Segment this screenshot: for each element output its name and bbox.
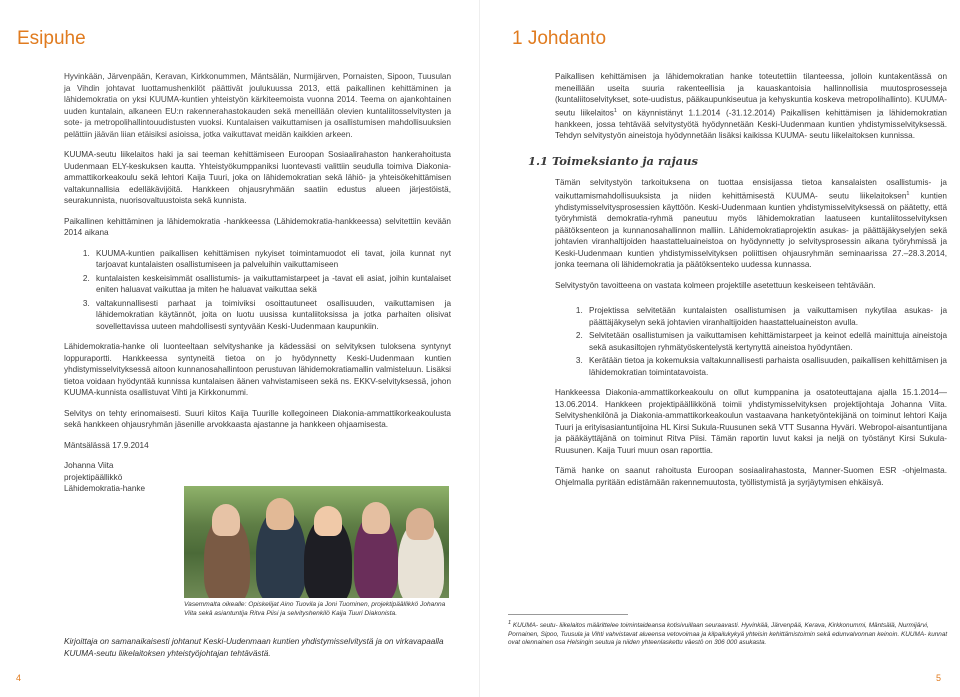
text: Paikallisen kehittämisen ja lähidemokratian hanke toteutettiin tilanteessa, jolloin kuntakentässä on meneillään useita suuria rakenteellisia ja kauaskantoisia hallinnollisia muutosprosesseja (kuntaliitoselvitykset, sote-uudistus, pääkaupunkiseutua ja kehyskuntia koskeva metropolihallinto). KUUMA-seutu liikelaitos	[555, 72, 947, 118]
paragraph: Hyvinkään, Järvenpään, Keravan, Kirkkonummen, Mäntsälän, Nurmijärven, Pornaisten, Sipoon, Tuusulan ja Vihdin johtavat luottamushenkilöt päättivät joulukuussa 2013, että paikallinen kehittäminen ja lähidemokratia on yksi KUUMA-kuntien yhteistyön kärkiteemoista vuonna 2014. Teema on ajankohtainen uuden kuntalain, alkaneen EU:n rakennerahastokauden sekä meneillään olevien kuntaliitosselvitysten ja sote- ja metropolihallintouudistusten vuoksi. Kuntalaisen vaikuttamisen ja osallistumisen mahdollisuuksien pelättiin jäävän liian etäisiksi asioissa, jotka vaikuttavat meidän kaikkien arkeen.	[64, 72, 451, 139]
paragraph	[555, 177, 947, 271]
paragraph	[555, 71, 947, 142]
paragraph: Selvitys on tehty erinomaisesti. Suuri kiitos Kaija Tuurille kollegoineen Diakonia-ammattikorkeakoulusta sekä hankkeen ohjausryhmän jäsenille arvokkaasta ajastanne ja hankkeen ohjaamisesta.	[64, 408, 451, 429]
group-photo	[184, 486, 449, 598]
text: Tämän selvitystyön tarkoituksena on tuottaa ensisijassa tietoa kansalaisten osallistumis- ja vaikuttamismahdollisuuksista ja niiden kehittämisestä KUUMA- seutu liikelaitoksen	[555, 178, 947, 201]
signature-name: Johanna Viita	[64, 461, 114, 470]
list-item: 1. Projektissa selvitetään kuntalaisten osallistumisen ja vaikuttamisen nykytilaa asukas- ja päättäjäkyselyn sekä johtavien viranhaltijoiden haastatteluaineiston avulla.	[585, 305, 947, 328]
footnote-mark: 1	[508, 620, 512, 626]
list-item: 1. KUUMA-kuntien paikallisen kehittämisen nykyiset toimintamuodot eli tavat, joila kunnat nyt tarjoavat kuntalaisten osallistumiseen ja palveluihin vaikuttamiseen	[92, 248, 451, 271]
right-column	[528, 71, 947, 497]
photo-caption: Vasemmalta oikealle: Opiskelijat Aino Tuovila ja Joni Tuominen, projektipäällikkö Johanna Viita sekä asiantuntija Ritva Piisi ja selvityshenkilö Kaija Tuuri Diakonista.	[184, 601, 446, 617]
paragraph: Tämä hanke on saanut rahoitusta Euroopan sosiaalirahastosta, Manner-Suomen ESR -ohjelmasta. Ohjelmalla pyritään edistämään rakennemuutosta, työllistymistä ja syrjäytymisen ehkäisyä.	[555, 466, 947, 487]
list-item: 3. valtakunnallisesti parhaat ja toimiviksi osoittautuneet osallisuuden, vaikuttamisen ja lähidemokratian käytännöt, joita on luotu uusissa kuntaliitoksissa ja jotka parhaiten olisivat sovellettavissa uuteen mahdollisesti syntyvään Keski-Uudenmaan kaupunkiin.	[92, 298, 451, 333]
paragraph: KUUMA-seutu liikelaitos haki ja sai teeman kehittämiseen Euroopan Sosiaalirahaston hankerahoitusta Uudenmaan ELY-keskuksen kautta. Yhteistyökumppaniksi luontevasti valittiin seudulla toimiva Diakonia-ammattikorkeakoulu sekä lehtori Kaija Tuuri, joka on lähidemokratian sekä lähiö- ja yhteisökehittämisen valtakunnallisia edelläkävijöitä. Hankkeen ohjausryhmään saatiin edustus alueen järjestöistä, seurakunnista, nuorisovaltuustoista sekä kunnista.	[64, 150, 451, 205]
list-item: 3. Kerätään tietoa ja kokemuksia valtakunnallisesti parhaista osallisuuden, paikallisen kehittämisen ja lähidemokratian toimintatavoista.	[585, 355, 947, 378]
numbered-list	[555, 305, 947, 378]
list-item: 2. kuntalaisten keskeisimmät osallistumis- ja vaikuttamistarpeet ja -tavat eli asiat, joihin kuntalaiset eniten haluavat vaikuttaa ja miten he haluavat vaikuttaa sekä	[92, 273, 451, 296]
footnote-ref[interactable]: 1	[613, 107, 617, 114]
author-note: Kirjoittaja on samanaikaisesti johtanut Keski-Uudenmaan kuntien yhdistymisselvitystä ja on virkavapaalla KUUMA-seutu liikelaitoksen yhteistyöjohtajan tehtävästä.	[64, 637, 444, 658]
left-column	[64, 71, 451, 495]
page-title: 1 Johdanto	[512, 28, 607, 49]
footnote	[508, 619, 948, 648]
section-title: 1.1 Toimeksianto ja rajaus	[528, 153, 698, 168]
footnote-rule	[508, 614, 628, 615]
footnote-text: KUUMA- seutu- liikelaitos määrittelee toimintaideansa kotisivuillaan seuraavasti. Hyvinkää, Järvenpää, Kerava, Kirkkonummi, Mäntsälä, Nurmijärvi, Pornainen, Sipoo, Tuusula ja Vihti vahvistavat alueensa vetovoimaa ja kilpailukykyä yhteisin kehittämistoimin sekä edunvalvonnan keinoin. KUUMA- kunnat ovat olennainen osa Helsingin seutua ja niiden yhteenlaskettu väestö on 306 000 asukasta.	[508, 622, 948, 647]
paragraph: Selvitystyön tavoitteena on vastata kolmeen projektille asetettuun keskeiseen tehtävään.	[555, 280, 876, 290]
page-number: 4	[16, 673, 22, 683]
numbered-list	[64, 248, 451, 333]
page-title: Esipuhe	[17, 28, 86, 49]
text: on käynnistänyt 1.1.2014 (-31.12.2014) Paikallisen kehittämisen ja lähidemokratian hankkeen, jossa tehtävää selvitystyötä hyödynnetään Keski-Uudenmaan kuntien yhdistymisselvityksessä. Tehdyn selvitystyön aineistoja hyödynnetään lisäksi kaikissa KUUMA- seutu liikelaitoksen kunnissa.	[555, 108, 947, 141]
signature-role: projektipäällikkö	[64, 472, 123, 482]
signature-place-date: Mäntsälässä 17.9.2014	[64, 440, 149, 450]
signature-project: Lähidemokratia-hanke	[64, 484, 146, 493]
paragraph: Lähidemokratia-hanke oli luonteeltaan selvityshanke ja kädessäsi on selvityksen tuloksena syntynyt loppuraportti. Hankkeessa syntyneitä tietoa on jo hyödynnetty Keski-Uudenmaan kuntien yhdistymisselvityksessä aitoon kunnanosahallintoon perustuvan lähidemokratiamallin valmisteluun. Lisäksi tietoa voidaan hyödyntää kunnissa kuntalaisen äänen vahvistamiseen sekä ns. EKKV-selvityksessä, johon KUUMA-kunnista osallistuvat Vihti ja Kirkkonummi.	[64, 342, 451, 397]
text: kuntien yhdistymisselvitysprosessien käyttöön. Keski-Uudenmaan kuntien yhdistymisselvityksessä on päätetty, että työryhmistä demokratia-ryhmä paneutuu myös lähidemokratian laatuseen kuntaliitosselvityksen päätöksenteon ja kunnanosahallinnon malliin. Lähidemokratiaprojektin asukas- ja päättäjäkyselyjen sekä johtavien viranhaltijoiden haastatteluaineistoa on hyödynnetty jo selvitysprosessin aikana työryhmissä ja Keski-Uudenmaan kuntien yhdistymisselvityksen poliittisen ohjausryhmän seminaarissa 27.–28.3.2014, jonka teemana oli lähidemokratia ja päätöksenteko uudessa kunnassa.	[555, 191, 947, 270]
page-number: 5	[936, 673, 942, 683]
footnote-ref[interactable]: 1	[906, 190, 910, 197]
list-item: 2. Selvitetään osallistumisen ja vaikuttamisen kehittämistarpeet ja keinot edellä mainittuja aineistoja sekä asukasiltojen ryhmätyöskentelystä kertynyttä aineistoa hyödyntäen.	[585, 330, 947, 353]
paragraph: Paikallinen kehittäminen ja lähidemokratia -hankkeessa (Lähidemokratia-hankkeessa) selvitettiin kevään 2014 aikana	[64, 216, 451, 237]
paragraph: Hankkeessa Diakonia-ammattikorkeakoulu on ollut kumppanina ja osatoteuttajana ajalla 15.1.2014—13.06.2014. Hankkeen projektipäällikkönä toimii yhdistymisselvityksen projektijohtaja Johanna Viita. Selvityshenkilönä ja Diakonia-ammattikorkeakoulun vastaavana hanketyöntekijänä on toiminut lehtori Kaija Tuuri ja erityisasiantuntijoina HL Kirsi Sukula-Ruusunen sekä VTT Susanna Hyväri. Webropol-aisantuntijana ja pääkäyttäjänä on toiminut Ritva Piisi. Tämän raportin luvut kaksi ja neljä on työstänyt Kirsi Sukula-Ruusunen. Kaija Tuuri muun osan raporttia.	[555, 388, 947, 455]
right-page	[480, 0, 960, 697]
